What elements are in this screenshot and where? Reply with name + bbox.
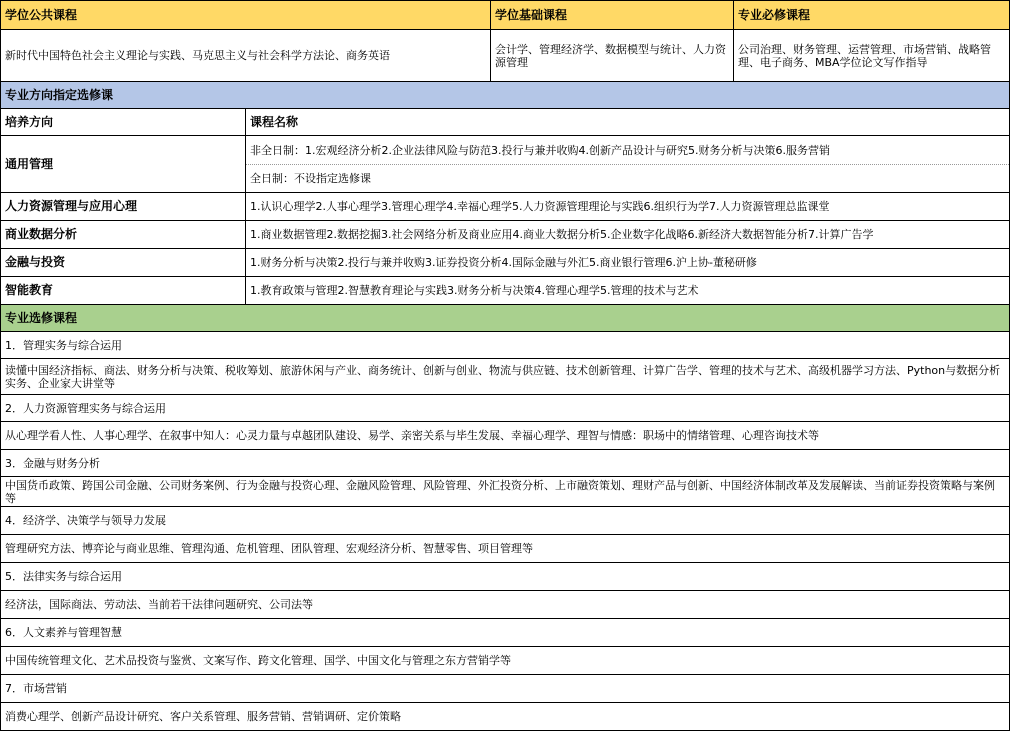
elective-group-content-row [0,422,1010,450]
direction-row-business-data [0,221,1010,249]
direction-course-line: 1.商业数据管理2.数据挖掘3.社会网络分析及商业应用4.商业大数据分析5.企业数字化战略6.新经济大数据智能分析7.计算广告学 [245,221,1009,248]
directed-electives-column-header [0,109,1010,136]
degree-courses-header-row [0,0,1010,30]
elective-group-heading: 4．经济学、决策学与领导力发展 [5,514,166,527]
elective-group-heading: 3．金融与财务分析 [5,456,100,470]
elective-group-heading: 1．管理实务与综合运用 [5,338,122,352]
direction-course-line: 非全日制：1.宏观经济分析2.企业法律风险与防范3.投行与兼并收购4.创新产品设计与研究5.财务分析与决策6.服务营销 [250,143,830,157]
foundation-courses-list: 会计学、管理经济学、数据模型与统计、人力资源管理 [490,30,733,81]
direction-name: 人力资源管理与应用心理 [5,199,138,213]
public-courses-list: 新时代中国特色社会主义理论与实践、马克思主义与社会科学方法论、商务英语 [5,49,390,62]
direction-course-lines [245,136,1009,192]
elective-group-heading: 6．人文素养与管理智慧 [5,626,122,639]
direction-column-header: 培养方向 [5,114,54,129]
elective-group-heading-row [0,563,1010,591]
elective-group-content: 从心理学看人性、人事心理学、在叙事中知人：心灵力量与卓越团队建设、易学、亲密关系与毕生发展、幸福心理学、理智与情感：职场中的情绪管理、心理咨询技术等 [5,429,819,442]
elective-group-content: 经济法，国际商法、劳动法、当前若干法律问题研究、公司法等 [5,598,313,611]
elective-group-content: 读懂中国经济指标、商法、财务分析与决策、税收筹划、旅游休闲与产业、商务统计、创新与创业、物流与供应链、技术创新管理、计算广告学、管理的技术与艺术、高级机器学习方法、Python与数据分析实务、企业家大讲堂等 [5,363,1001,390]
direction-name: 智能教育 [5,283,54,297]
elective-group-heading: 5．法律实务与综合运用 [5,570,122,583]
direction-row-hr-psychology [0,193,1010,221]
elective-group-content-row [0,647,1010,675]
elective-group-heading-row [0,332,1010,359]
direction-row-general-management [0,136,1010,193]
elective-group-content-row [0,535,1010,563]
elective-group-content-row [0,591,1010,619]
public-courses-header: 学位公共课程 [1,1,490,29]
elective-group-content: 消费心理学、创新产品设计研究、客户关系管理、服务营销、营销调研、定价策略 [5,710,401,723]
course-name-column-header: 课程名称 [245,109,1009,135]
electives-title: 专业选修课程 [1,305,1009,331]
elective-group-heading-row [0,395,1010,422]
direction-course-line: 1.认识心理学2.人事心理学3.管理心理学4.幸福心理学5.人力资源管理理论与实践6.组织行为学7.人力资源管理总监课堂 [245,193,1009,220]
elective-group-content: 管理研究方法、博弈论与商业思维、管理沟通、危机管理、团队管理、宏观经济分析、智慧零售、项目管理等 [5,542,533,555]
directed-electives-title: 专业方向指定选修课 [1,82,1009,108]
elective-group-content-row [0,359,1010,395]
electives-title-row [0,305,1010,332]
elective-group-heading-row [0,450,1010,477]
elective-group-heading: 7．市场营销 [5,682,67,695]
direction-course-line: 1.教育政策与管理2.智慧教育理论与实践3.财务分析与决策4.管理心理学5.管理的技术与艺术 [245,277,1009,304]
direction-row-finance-investment [0,249,1010,277]
elective-group-content: 中国货币政策、跨国公司金融、公司财务案例、行为金融与投资心理、金融风险管理、风险管理、外汇投资分析、上市融资策划、理财产品与创新、中国经济体制改革及发展解读、当前证券投资策略与案例等 [5,478,995,505]
direction-name: 商业数据分析 [5,227,78,241]
elective-group-heading: 2．人力资源管理实务与综合运用 [5,401,166,415]
elective-group-content-row [0,703,1010,731]
direction-name: 通用管理 [5,156,54,171]
direction-course-line: 全日制：不设指定选修课 [246,164,1009,192]
direction-name: 金融与投资 [5,255,66,269]
foundation-courses-header: 学位基础课程 [490,1,733,29]
elective-group-content-row [0,477,1010,507]
degree-courses-row [0,30,1010,82]
directed-electives-title-row [0,82,1010,109]
elective-group-heading-row [0,507,1010,535]
elective-group-heading-row [0,619,1010,647]
elective-group-content: 中国传统管理文化、艺术品投资与鉴赏、文案写作、跨文化管理、国学、中国文化与管理之东方营销学等 [5,654,511,667]
direction-row-smart-education [0,277,1010,305]
required-courses-list: 公司治理、财务管理、运营管理、市场营销、战略管理、电子商务、MBA学位论文写作指导 [733,30,1009,81]
direction-course-line: 1.财务分析与决策2.投行与兼并收购3.证券投资分析4.国际金融与外汇5.商业银行管理6.沪上协-董秘研修 [245,249,1009,276]
required-courses-header: 专业必修课程 [733,1,1009,29]
elective-group-heading-row [0,675,1010,703]
